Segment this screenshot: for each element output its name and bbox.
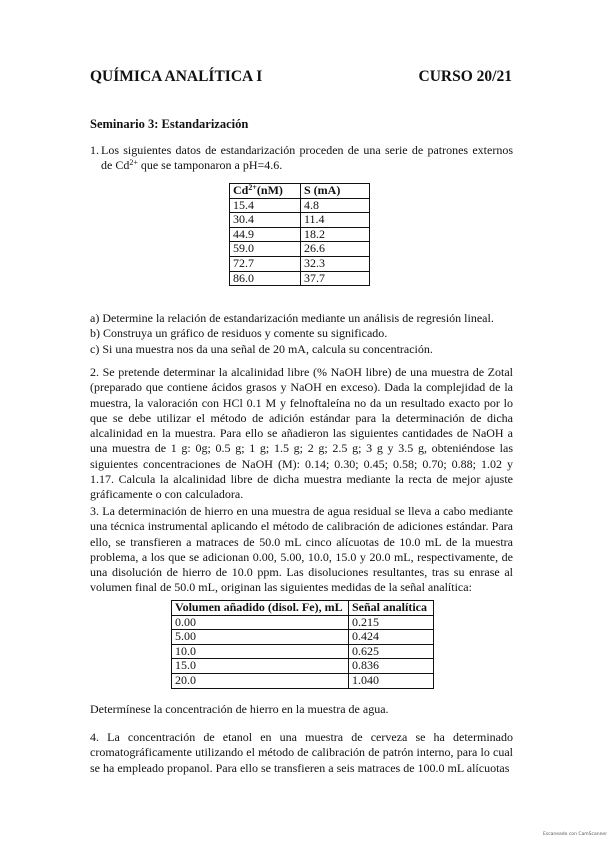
col-header-signal: Señal analítica <box>349 601 434 616</box>
question-3-text: 3. La determinación de hierro en una muestra de agua residual se lleva a cabo mediante una técnica instrumental aplicando el método de calibración de adiciones estándar. Para ello, se transfieren a matraces de 50.0 mL cinco alícuotas de 10.0 mL de la muestra problema, a los que se adicionan 0.00, 5.00, 10.0, 15.0 y 20.0 mL, respectivamente, de una disolución de hierro de 10.0 ppm. Las disoluciones resultantes, tras su enrase al volumen final de 50.0 mL, originan las siguientes medidas de la señal analítica: <box>90 504 513 595</box>
question-1-number: 1. <box>90 143 99 157</box>
scanner-watermark: Escaneado con CamScanner <box>543 832 607 837</box>
table-row: 59.0 26.6 <box>230 242 370 257</box>
question-1-items <box>90 311 494 357</box>
page-header <box>90 68 512 90</box>
table-row: 0.00 0.215 <box>172 615 434 630</box>
table-row: 72.7 32.3 <box>230 256 370 271</box>
table-row: 10.0 0.625 <box>172 644 434 659</box>
question-1-text: Los siguientes datos de estandarización proceden de una serie de patrones externos de $Cd^{2+}$ que se tamponaron a pH=4.6. <box>101 143 513 173</box>
question-3-closing: Determínese la concentración de hierro en la muestra de agua. <box>90 702 389 716</box>
list-item: b) Construya un gráfico de residuos y comente su significado. <box>90 326 388 341</box>
question-4-text: 4. La concentración de etanol en una muestra de cerveza se ha determinado cromatográficamente utilizando el método de calibración de patrón interno, para lo cual se ha empleado propanol. Para ello se transfieren a seis matraces de 100.0 mL alícuotas <box>90 730 513 775</box>
col-header-signal: S (mA) <box>301 184 370 199</box>
col-header-cd: $Cd^{2+}(nM)$ <box>230 184 301 199</box>
table-row: 15.0 0.836 <box>172 659 434 674</box>
section-title: Seminario 3: Estandarización <box>90 117 249 131</box>
table-row: 44.9 18.2 <box>230 227 370 242</box>
course-year: CURSO 20/21 <box>418 68 512 85</box>
course-name: QUÍMICA ANALÍTICA I <box>90 68 263 85</box>
table-row: 86.0 37.7 <box>230 271 370 286</box>
list-item: a) Determine la relación de estandarización mediante un análisis de regresión lineal. <box>90 311 494 325</box>
iron-table <box>171 600 434 689</box>
table-row: 5.00 0.424 <box>172 630 434 645</box>
table-header-row <box>230 184 370 199</box>
question-1 <box>90 143 513 174</box>
table-row: 30.4 11.4 <box>230 213 370 228</box>
table-header-row <box>172 601 434 616</box>
cd-superscript: 2+ <box>129 158 138 168</box>
question-2-text: 2. Se pretende determinar la alcalinidad libre (% NaOH libre) de una muestra de Zotal (preparado que contiene ácidos grasos y NaOH en exceso). Dada la complejidad de la muestra, la valoración con HCl 0.1 M y felnoftaleína no da un resultado exacto por lo que se debe utilizar el método de adición estándar para la determinación de dicha alcalinidad en la muestra. Para ello se añadieron las siguientes cantidades de NaOH a una muestra de 1 g: 0g; 0.5 g; 1 g; 1.5 g; 2 g; 2.5 g; 3 g y 3.5 g, obteniéndose las siguientes concentraciones de NaOH (M): 0.14; 0.30; 0.45; 0.58; 0.70; 0.88; 1.02 y 1.17. Calcula la alcalinidad libre de dicha muestra mediante la recta de mejor ajuste gráficamente o con calculadora. <box>90 365 513 502</box>
table-row: 20.0 1.040 <box>172 673 434 688</box>
col-header-volume: Volumen añadido (disol. Fe), mL <box>172 601 349 616</box>
table-row: 15.4 4.8 <box>230 198 370 213</box>
cadmium-table <box>229 183 370 286</box>
list-item: c) Si una muestra nos da una señal de 20 mA, calcula su concentración. <box>90 341 433 356</box>
